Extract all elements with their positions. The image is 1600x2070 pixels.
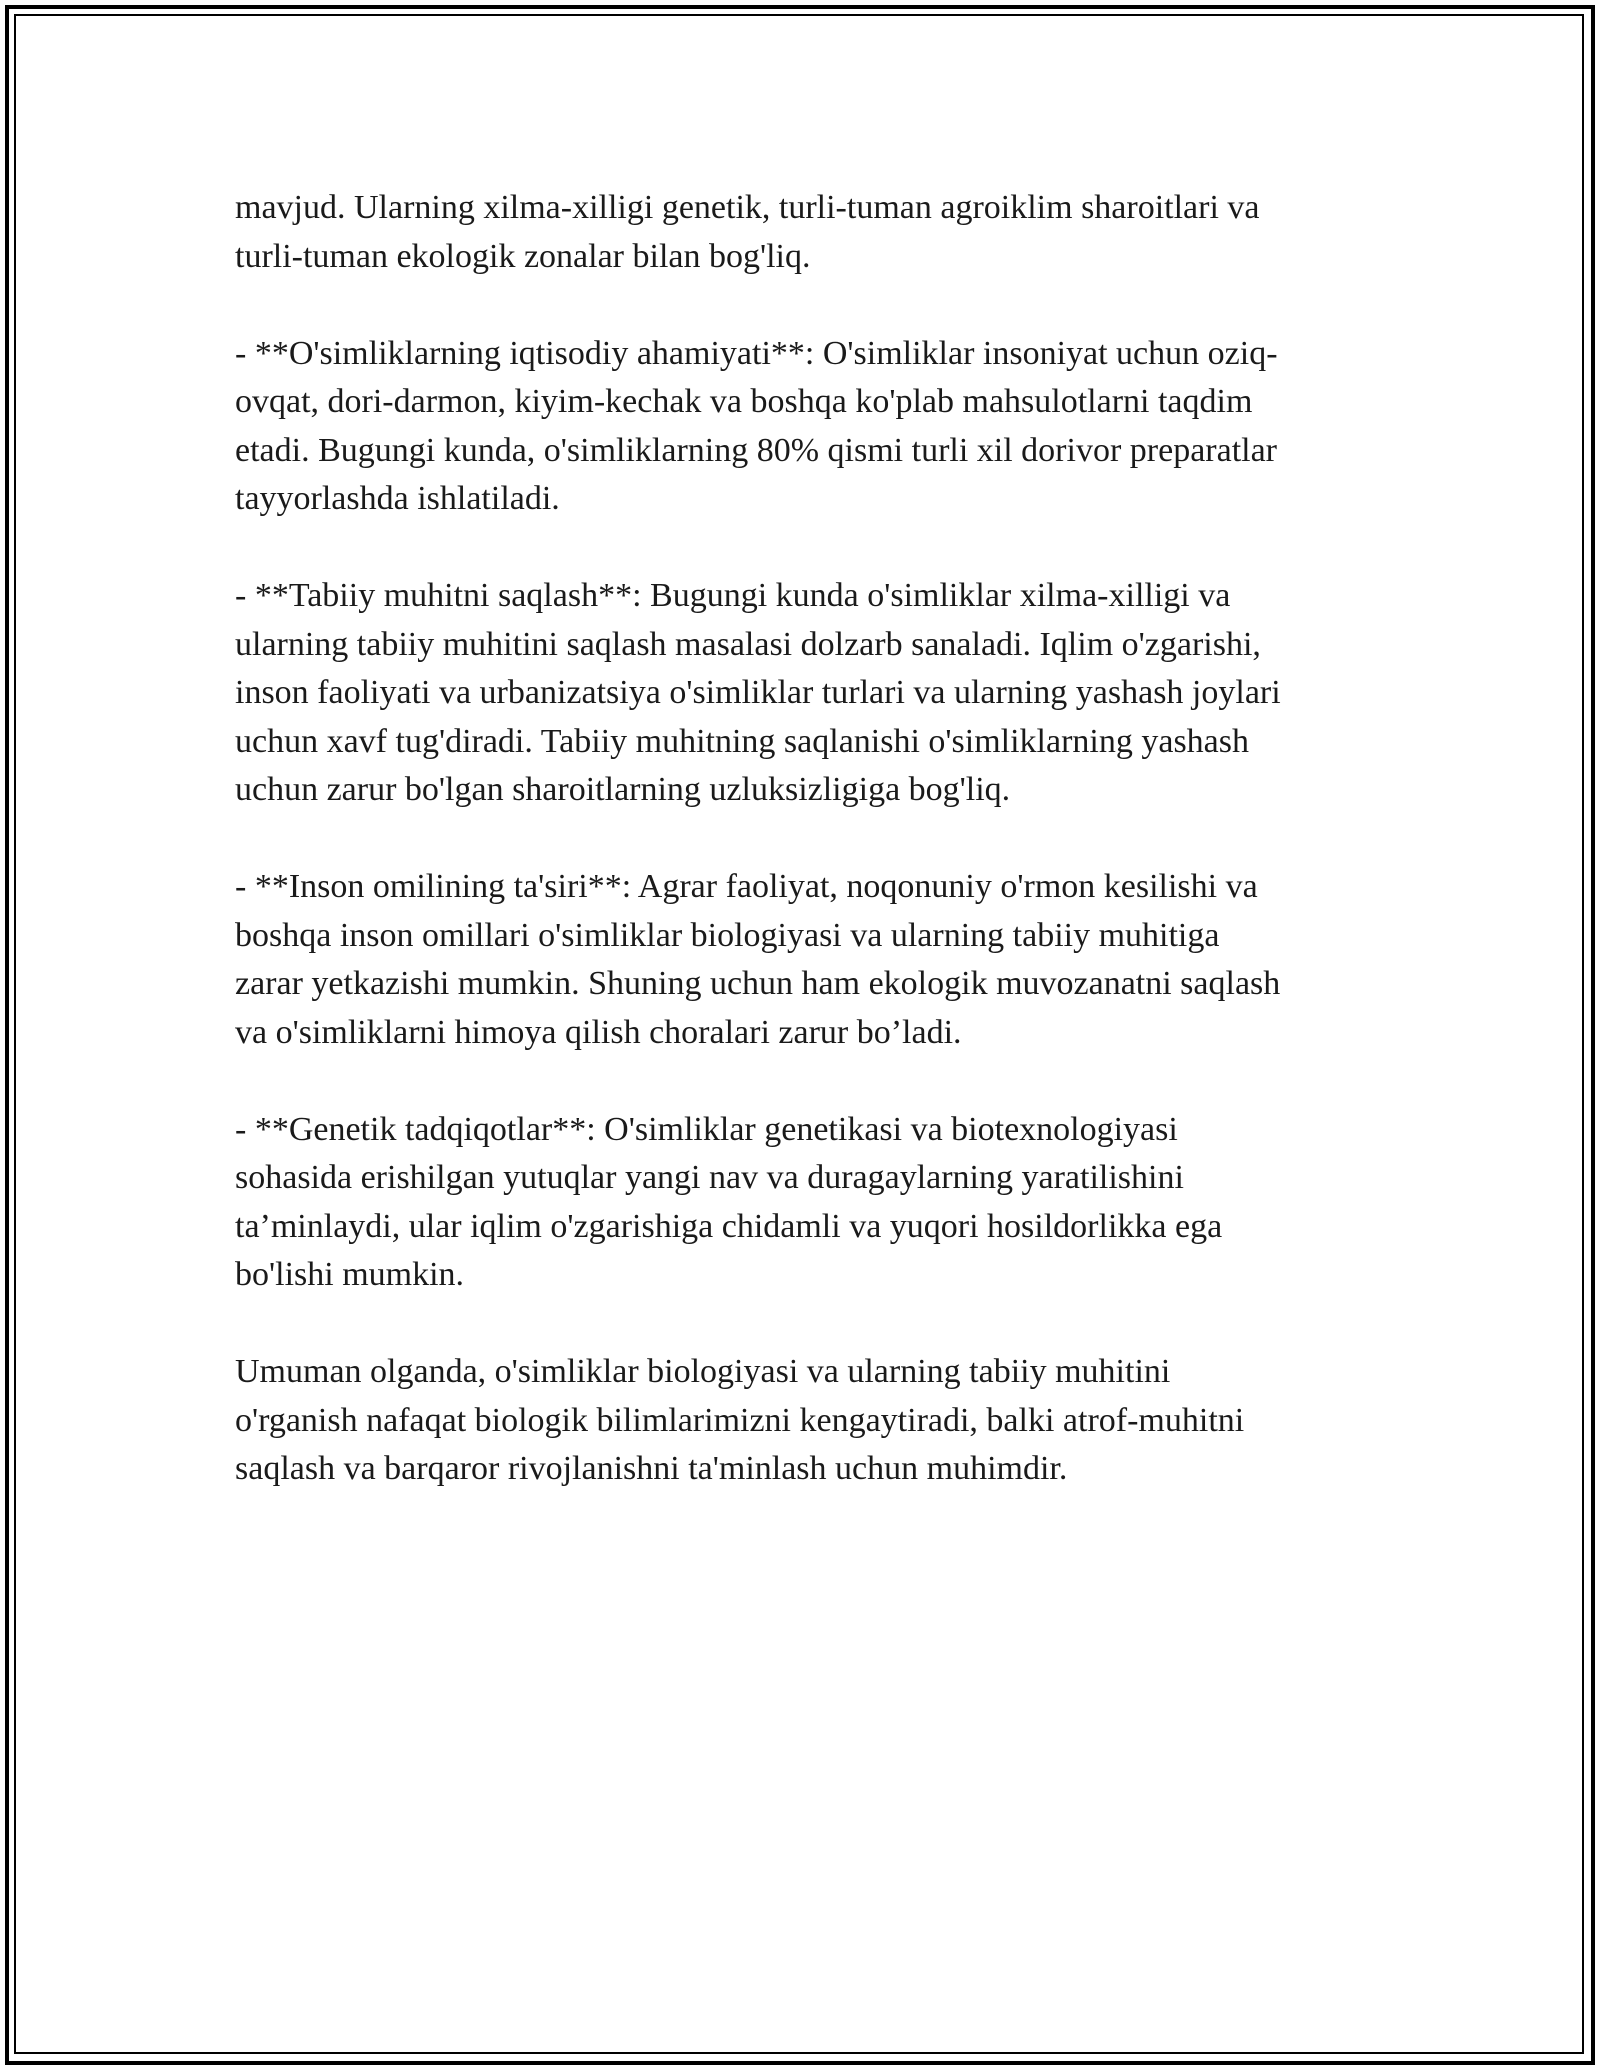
paragraph-economic-importance: - **O'simliklarning iqtisodiy ahamiyati**: O'simliklar insoniyat uchun oziq- ovqat, dori-darmon, kiyim-kechak va boshqa ko'plab mahsulotlarni taqdim etadi. Bugungi kunda, o'simliklarning 80% qismi turli xil dorivor preparatlar tayyorlashda ishlatiladi. — [235, 334, 1278, 517]
paragraph-conclusion: Umuman olganda, o'simliklar biologiyasi va ularning tabiiy muhitini o'rganish nafaqat biologik bilimlarimizni kengaytiradi, balki atrof-muhitni saqlash va barqaror rivojlanishni ta'minlash uchun muhimdir. — [235, 1353, 1245, 1487]
paragraph-intro-continuation: mavjud. Ularning xilma-xilligi genetik, turli-tuman agroiklim sharoitlari va turli-tuman ekologik zonalar bilan bog'liq. — [235, 189, 1260, 275]
document-body — [235, 184, 1370, 1542]
paragraph-natural-environment: - **Tabiiy muhitni saqlash**: Bugungi kunda o'simliklar xilma-xilligi va ularning tabiiy muhitini saqlash masalasi dolzarb sanaladi. Iqlim o'zgarishi, inson faoliyati va urbanizatsiya o'simliklar turlari va ularning yashash joylari uchun xavf tug'diradi. Tabiiy muhitning saqlanishi o'simliklarning yashash uchun zarur bo'lgan sharoitlarning uzluksizligiga bog'liq. — [235, 577, 1281, 808]
paragraph-genetic-research: - **Genetik tadqiqotlar**: O'simliklar genetikasi va biotexnologiyasi sohasida erishilgan yutuqlar yangi nav va duragaylarning yaratilishini ta’minlaydi, ular iqlim o'zgarishiga chidamli va yuqori hosildorlikka ega bo'lishi mumkin. — [235, 1110, 1223, 1293]
paragraph-human-impact: - **Inson omilining ta'siri**: Agrar faoliyat, noqonuniy o'rmon kesilishi va boshqa inson omillari o'simliklar biologiyasi va ularning tabiiy muhitiga zarar yetkazishi mumkin. Shuning uchun ham ekologik muvozanatni saqlash va o'simliklarni himoya qilish choralari zarur bo’ladi. — [235, 868, 1281, 1051]
